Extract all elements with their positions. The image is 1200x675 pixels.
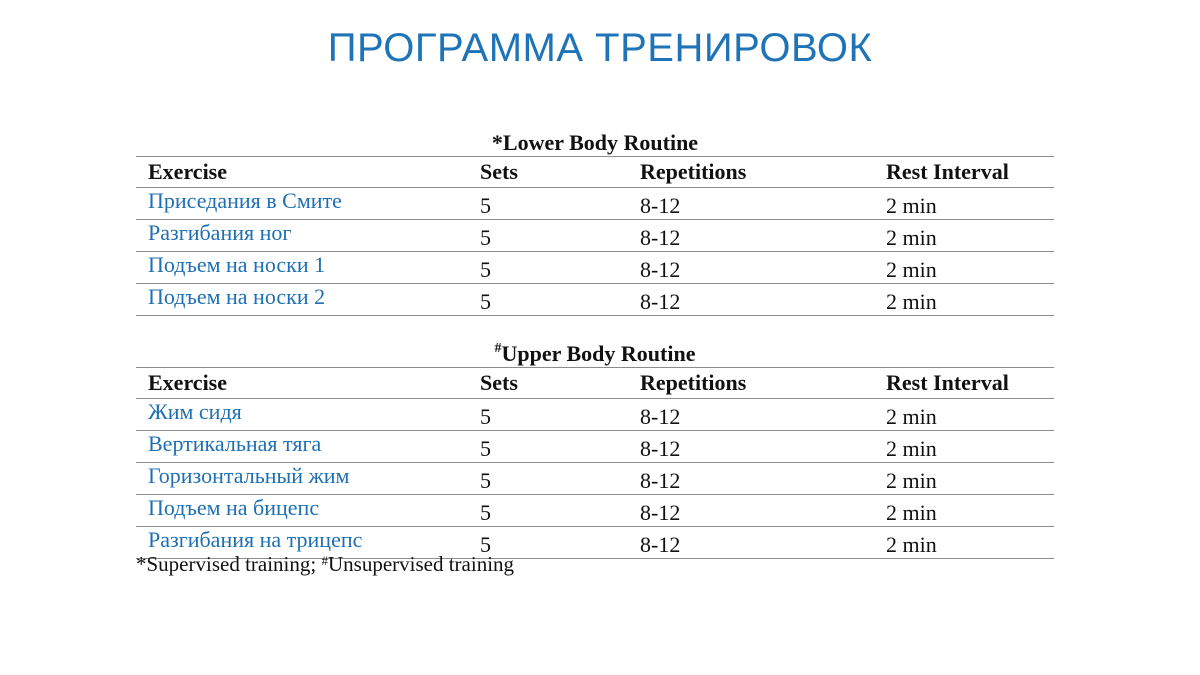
lower-routine-title bbox=[136, 130, 1054, 156]
footnote-marker-unsupervised: # bbox=[321, 553, 328, 568]
header-sets: Sets bbox=[468, 157, 628, 188]
table-header-row bbox=[136, 368, 1054, 399]
upper-routine-marker: # bbox=[494, 341, 502, 356]
reps-value: 8-12 bbox=[628, 252, 874, 284]
sets-value: 5 bbox=[468, 527, 628, 559]
slide-title: ПРОГРАММА ТРЕНИРОВОК bbox=[327, 26, 873, 70]
header-repetitions: Repetitions bbox=[628, 368, 874, 399]
rest-value: 2 min bbox=[874, 527, 1054, 559]
upper-body-routine bbox=[136, 341, 1054, 559]
lower-routine-table bbox=[136, 156, 1054, 316]
table-row bbox=[136, 495, 1054, 527]
exercise-name: Разгибания ног bbox=[136, 220, 468, 252]
table-row bbox=[136, 399, 1054, 431]
rest-value: 2 min bbox=[874, 399, 1054, 431]
exercise-name: Подъем на бицепс bbox=[136, 495, 468, 527]
sets-value: 5 bbox=[468, 495, 628, 527]
rest-value: 2 min bbox=[874, 463, 1054, 495]
lower-body-routine bbox=[136, 130, 1054, 316]
reps-value: 8-12 bbox=[628, 527, 874, 559]
footnote-supervised-text: Supervised training; bbox=[146, 552, 322, 576]
sets-value: 5 bbox=[468, 220, 628, 252]
rest-value: 2 min bbox=[874, 284, 1054, 316]
table-row bbox=[136, 463, 1054, 495]
reps-value: 8-12 bbox=[628, 188, 874, 220]
rest-value: 2 min bbox=[874, 220, 1054, 252]
footnote bbox=[136, 552, 514, 577]
table-header-row bbox=[136, 157, 1054, 188]
sets-value: 5 bbox=[468, 431, 628, 463]
table-row bbox=[136, 188, 1054, 220]
header-rest-interval: Rest Interval bbox=[874, 368, 1054, 399]
exercise-name: Разгибания на трицепс bbox=[136, 527, 468, 559]
upper-routine-title-text: Upper Body Routine bbox=[501, 341, 696, 366]
header-exercise: Exercise bbox=[136, 157, 468, 188]
sets-value: 5 bbox=[468, 284, 628, 316]
upper-routine-table bbox=[136, 367, 1054, 559]
header-repetitions: Repetitions bbox=[628, 157, 874, 188]
exercise-name: Подъем на носки 1 bbox=[136, 252, 468, 284]
rest-value: 2 min bbox=[874, 252, 1054, 284]
reps-value: 8-12 bbox=[628, 431, 874, 463]
exercise-name: Вертикальная тяга bbox=[136, 431, 468, 463]
exercise-name: Горизонтальный жим bbox=[136, 463, 468, 495]
table-row bbox=[136, 252, 1054, 284]
sets-value: 5 bbox=[468, 463, 628, 495]
table-row bbox=[136, 220, 1054, 252]
rest-value: 2 min bbox=[874, 188, 1054, 220]
rest-value: 2 min bbox=[874, 495, 1054, 527]
rest-value: 2 min bbox=[874, 431, 1054, 463]
footnote-unsupervised-text: Unsupervised training bbox=[327, 552, 515, 576]
table-row bbox=[136, 284, 1054, 316]
exercise-name: Жим сидя bbox=[136, 399, 468, 431]
lower-routine-title-text: Lower Body Routine bbox=[502, 130, 699, 155]
table-row bbox=[136, 431, 1054, 463]
header-sets: Sets bbox=[468, 368, 628, 399]
exercise-name: Подъем на носки 2 bbox=[136, 284, 468, 316]
upper-routine-title bbox=[136, 341, 1054, 367]
reps-value: 8-12 bbox=[628, 495, 874, 527]
reps-value: 8-12 bbox=[628, 463, 874, 495]
lower-routine-marker: * bbox=[491, 130, 503, 155]
exercise-name: Приседания в Смите bbox=[136, 188, 468, 220]
header-exercise: Exercise bbox=[136, 368, 468, 399]
footnote-marker-supervised: * bbox=[136, 552, 147, 576]
sets-value: 5 bbox=[468, 399, 628, 431]
sets-value: 5 bbox=[468, 252, 628, 284]
reps-value: 8-12 bbox=[628, 399, 874, 431]
reps-value: 8-12 bbox=[628, 220, 874, 252]
header-rest-interval: Rest Interval bbox=[874, 157, 1054, 188]
sets-value: 5 bbox=[468, 188, 628, 220]
reps-value: 8-12 bbox=[628, 284, 874, 316]
